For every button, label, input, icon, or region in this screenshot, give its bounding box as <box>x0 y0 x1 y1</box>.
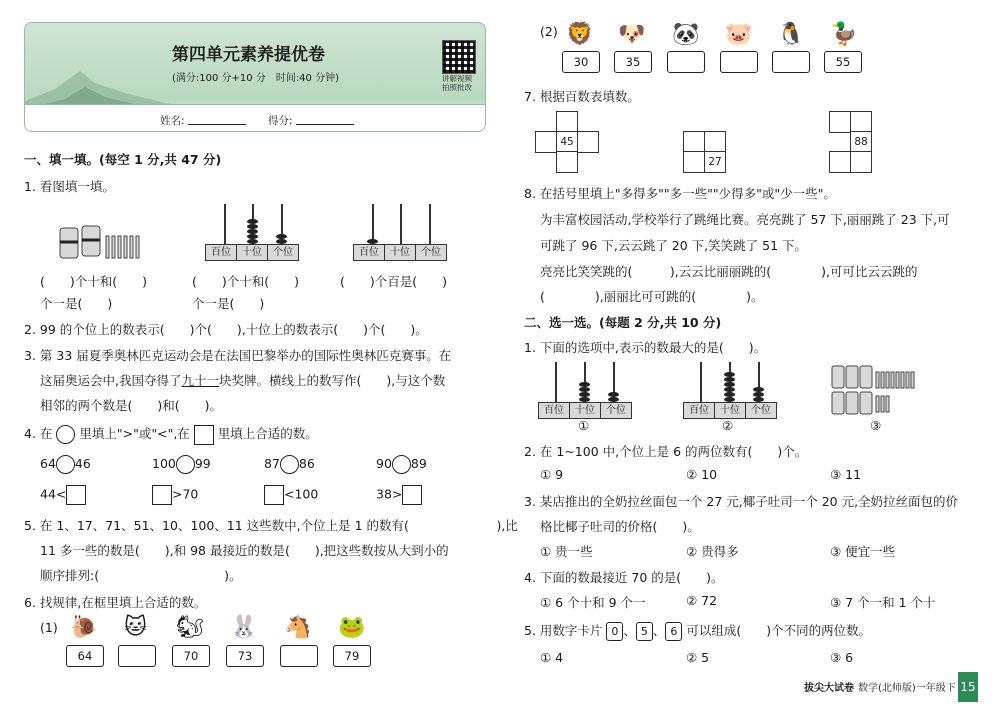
option[interactable]: ③ 7 个一和 1 个十 <box>830 595 936 610</box>
compare-item <box>376 455 427 474</box>
q7-text: 7. 根据百数表填数。 <box>524 89 640 104</box>
c4-text: 4. 下面的数最接近 70 的是( )。 <box>524 570 724 585</box>
compare-right: 99 <box>194 456 211 471</box>
compare-right: 89 <box>410 456 427 471</box>
abacus-label-tens: 十位 <box>570 403 601 418</box>
grid-cell[interactable] <box>683 131 705 153</box>
abacus2-base <box>353 244 447 261</box>
q8-line4: ( ),丽丽比可可跳的( )。 <box>540 289 764 304</box>
abacus-bead <box>579 392 590 397</box>
q4-text-a: 4. 在 <box>24 426 53 441</box>
seq2-box[interactable]: 35 <box>614 51 652 73</box>
grid-cell[interactable] <box>829 151 851 173</box>
option[interactable]: ② 72 <box>686 593 718 608</box>
stick-bundles-picture <box>830 364 922 418</box>
digit-card: 5 <box>636 622 653 641</box>
cat-icon: 🐱 <box>124 615 147 640</box>
option[interactable]: ③ 6 <box>830 650 854 665</box>
digit-card: 6 <box>665 622 682 641</box>
q3-underlined: 九十一 <box>181 373 219 388</box>
square-blank-icon <box>194 425 214 445</box>
abacus-bead <box>247 224 258 229</box>
abacus-label-tens: 十位 <box>237 245 268 260</box>
abacus-label-ones: 个位 <box>273 247 293 258</box>
grid-cell[interactable] <box>683 151 705 173</box>
option[interactable]: ① 4 <box>540 650 564 665</box>
option[interactable]: ① 贵一些 <box>540 544 593 559</box>
q8-line1: 为丰富校园活动,学校举行了跳绳比赛。亮亮跳了 57 下,丽丽跳了 23 下,可 <box>540 212 950 227</box>
compare-left: 100 <box>152 456 176 471</box>
c2-text: 2. 在 1~100 中,个位上是 6 的两位数有( )个。 <box>524 444 808 459</box>
abacusA-rod <box>555 362 557 402</box>
abacus-bead <box>579 387 590 392</box>
q3-line1: 3. 第 33 届夏季奥林匹克运动会是在法国巴黎举办的国际性奥林匹克赛事。在 <box>24 348 452 363</box>
compare-circle[interactable] <box>280 455 299 474</box>
q3-text-b: 块奖牌。横线上的数写作( ),与这个数 <box>219 373 446 388</box>
abacus-bead <box>247 229 258 234</box>
grid-cell[interactable] <box>704 131 726 153</box>
seq1-box[interactable]: 70 <box>172 645 210 667</box>
section-choice-heading: 二、选一选。(每题 2 分,共 10 分) <box>524 315 722 330</box>
c5-text-a: 5. 用数字卡片 <box>524 623 603 638</box>
grid-cell[interactable] <box>577 131 599 153</box>
q3-text-a: 这届奥运会中,我国夺得了 <box>40 373 182 388</box>
choice-label[interactable]: ③ <box>870 418 882 433</box>
q8-text: 8. 在括号里填上"多得多""多一些""少得多"或"少一些"。 <box>524 186 836 201</box>
q6-text: 6. 找规律,在框里填上合适的数。 <box>24 595 207 610</box>
q3-line2 <box>40 371 445 389</box>
qr-caption-line1: 讲解视频 <box>442 74 472 83</box>
q1-text: 1. 看图填一填。 <box>24 179 115 194</box>
seq1-box[interactable]: 73 <box>226 645 264 667</box>
seq1-box[interactable] <box>280 645 318 667</box>
name-label: 姓名: <box>160 115 185 127</box>
abacusB-rod <box>700 362 702 402</box>
q8-line3: 亮亮比笑笑跳的( ),云云比丽丽跳的( ),可可比云云跳的 <box>540 264 918 279</box>
abacus2-rod-ones <box>429 204 431 244</box>
c3-line2: 格比椰子吐司的价格( )。 <box>540 519 700 534</box>
compare-item <box>264 455 315 474</box>
lion-icon: 🦁 <box>566 22 594 47</box>
abacus-bead <box>724 372 735 377</box>
q4-text <box>24 424 318 445</box>
abacus2-rod-hundreds <box>372 204 374 244</box>
qr-code-icon[interactable] <box>442 40 476 74</box>
ineq-left: 44< <box>40 486 67 502</box>
compare-right: 86 <box>298 456 315 471</box>
ineq-box[interactable] <box>66 485 86 505</box>
abacus-bead <box>753 392 764 397</box>
grid-cell-given: 88 <box>850 131 872 153</box>
abacus-label-tens: 十位 <box>385 245 416 260</box>
abacus-bead <box>724 387 735 392</box>
abacus-bead <box>753 387 764 392</box>
grid-cell[interactable] <box>850 151 872 173</box>
snail-icon: 🐌 <box>70 615 98 640</box>
penguin-icon: 🐧 <box>777 22 805 47</box>
compare-left: 90 <box>376 456 392 471</box>
compare-circle[interactable] <box>176 455 195 474</box>
grid-cell[interactable] <box>556 151 578 173</box>
option[interactable]: ② 贵得多 <box>686 544 739 559</box>
q2-text: 2. 99 的个位上的数表示( )个( ),十位上的数表示( )个( )。 <box>24 322 428 337</box>
dog-icon: 🐶 <box>618 22 646 47</box>
abacus-bead <box>276 234 287 239</box>
abacus-label-hundreds: 百位 <box>539 403 570 418</box>
q5-line1: 5. 在 1、17、71、51、10、100、11 这些数中,个位上是 1 的数有( ),比 <box>24 518 518 533</box>
ineq-left: 38> <box>376 486 403 502</box>
compare-circle[interactable] <box>392 455 411 474</box>
abacus-bead <box>608 392 619 397</box>
abacus-label-hundreds: 百位 <box>206 245 237 260</box>
option[interactable]: ③ 便宜一些 <box>830 544 896 559</box>
abacus-label-ones: 个位 <box>421 247 441 258</box>
abacus-label-hundreds: 百位 <box>354 245 385 260</box>
abacus1-base <box>205 244 299 261</box>
qr-caption-line2: 拍照批改 <box>442 83 472 92</box>
horse-icon: 🐴 <box>284 615 312 640</box>
abacus-bead <box>247 234 258 239</box>
grid-cell[interactable] <box>829 111 851 133</box>
ineq-box[interactable] <box>264 485 284 505</box>
q8-line2: 可跳了 96 下,云云跳了 20 下,笑笑跳了 51 下。 <box>540 238 808 253</box>
score-label: 得分: <box>268 115 293 127</box>
option[interactable]: ① 6 个十和 9 个一 <box>540 595 646 610</box>
compare-circle[interactable] <box>56 455 75 474</box>
c3-line1: 3. 某店推出的全奶拉丝面包一个 27 元,椰子吐司一个 20 元,全奶拉丝面包的价 <box>524 494 959 509</box>
ineq-right: <100 <box>284 486 319 502</box>
c5-text-b: 可以组成( )个不同的两位数。 <box>686 623 872 638</box>
abacus-label-tens: 十位 <box>715 403 746 418</box>
grid-cell-given: 27 <box>704 151 726 173</box>
abacus-label-hundreds: 百位 <box>684 403 715 418</box>
compare-item <box>40 455 91 474</box>
grid-cell-given: 45 <box>556 131 578 153</box>
abacus-bead <box>579 382 590 387</box>
ineq-item <box>40 485 86 505</box>
q5-line3: 顺序排列:( )。 <box>40 568 242 583</box>
ineq-item <box>152 485 198 505</box>
duck-icon: 🦆 <box>830 22 858 47</box>
stick-bundles-picture <box>58 222 144 262</box>
name-field[interactable] <box>188 124 246 125</box>
ineq-item <box>264 485 318 505</box>
score-field[interactable] <box>296 124 354 125</box>
c1-text: 1. 下面的选项中,表示的数最大的是( )。 <box>524 340 767 355</box>
ineq-item <box>376 485 422 505</box>
seq2-box[interactable]: 30 <box>562 51 600 73</box>
c5-text: 5. 用数字卡片 0 、 5 、 6 可以组成( )个不同的两位数。 <box>524 621 871 641</box>
option[interactable]: ① 9 <box>540 467 564 482</box>
header-name-strip <box>25 104 485 131</box>
abacus-label-ones: 个位 <box>751 405 771 416</box>
panda-icon: 🐼 <box>672 22 700 47</box>
seq1-box[interactable]: 64 <box>66 645 104 667</box>
q1-answer-b1: ( )个十和( ) <box>192 274 300 289</box>
digit-card: 0 <box>606 622 623 641</box>
option[interactable]: ③ 11 <box>830 467 862 482</box>
squirrel-icon: 🐿 <box>176 615 204 640</box>
q1-answer-c: ( )个百是( ) <box>340 274 448 289</box>
q1-answer-a1: ( )个十和( ) <box>40 274 148 289</box>
abacus2-rod-tens <box>400 204 402 244</box>
q4-text-c: 里填上合适的数。 <box>217 426 318 441</box>
compare-left: 64 <box>40 456 56 471</box>
abacus-bead <box>247 219 258 224</box>
q4-text-b: 里填上">"或"<",在 <box>79 426 190 441</box>
q1-answer-a2: 个一是( ) <box>40 296 113 311</box>
abacus-bead <box>724 377 735 382</box>
q3-line3: 相邻的两个数是( )和( )。 <box>40 398 223 413</box>
exam-title: 第四单元素养提优卷 <box>172 45 325 65</box>
page-number: 15 <box>958 672 978 702</box>
abacus1-rod-hundreds <box>224 204 226 244</box>
seq2-box[interactable] <box>720 51 758 73</box>
grid-cell[interactable] <box>850 111 872 133</box>
footer-brand: 拔尖大试卷 <box>804 683 854 694</box>
exam-subtitle: (满分:100 分+10 分 时间:40 分钟) <box>172 73 339 84</box>
rabbit-icon: 🐰 <box>230 615 258 640</box>
q5-line2: 11 多一些的数是( ),和 98 最接近的数是( ),把这些数按从大到小的 <box>40 543 449 558</box>
q6-part1-label: (1) <box>40 620 58 635</box>
seq2-box[interactable]: 55 <box>824 51 862 73</box>
choice-label[interactable]: ② <box>722 418 734 433</box>
grid-cell[interactable] <box>556 111 578 133</box>
q1-answer-b2: 个一是( ) <box>192 296 265 311</box>
circle-blank-icon <box>56 425 75 444</box>
section-fill-in-heading: 一、填一填。(每空 1 分,共 47 分) <box>24 152 222 167</box>
compare-left: 87 <box>264 456 280 471</box>
seq1-box[interactable] <box>118 645 156 667</box>
abacus-label-ones: 个位 <box>606 405 626 416</box>
ineq-right: >70 <box>172 486 199 502</box>
compare-item <box>152 455 211 474</box>
abacusA-base <box>538 402 632 419</box>
qr-caption <box>442 74 472 92</box>
abacusB-base <box>683 402 777 419</box>
q6-part2-label: (2) <box>540 24 558 39</box>
grid-cell[interactable] <box>535 131 557 153</box>
pig-icon: 🐷 <box>725 22 753 47</box>
frog-icon: 🐸 <box>338 615 366 640</box>
footer-subject: 数学(北师版)一年级下 <box>858 683 956 694</box>
seq2-box[interactable] <box>667 51 705 73</box>
option[interactable]: ② 10 <box>686 467 718 482</box>
abacus-bead <box>724 392 735 397</box>
choice-label[interactable]: ① <box>578 418 590 433</box>
compare-right: 46 <box>74 456 91 471</box>
option[interactable]: ② 5 <box>686 650 710 665</box>
seq1-box[interactable]: 79 <box>333 645 371 667</box>
seq2-box[interactable] <box>772 51 810 73</box>
ineq-box[interactable] <box>152 485 172 505</box>
ineq-box[interactable] <box>402 485 422 505</box>
abacus-bead <box>724 382 735 387</box>
